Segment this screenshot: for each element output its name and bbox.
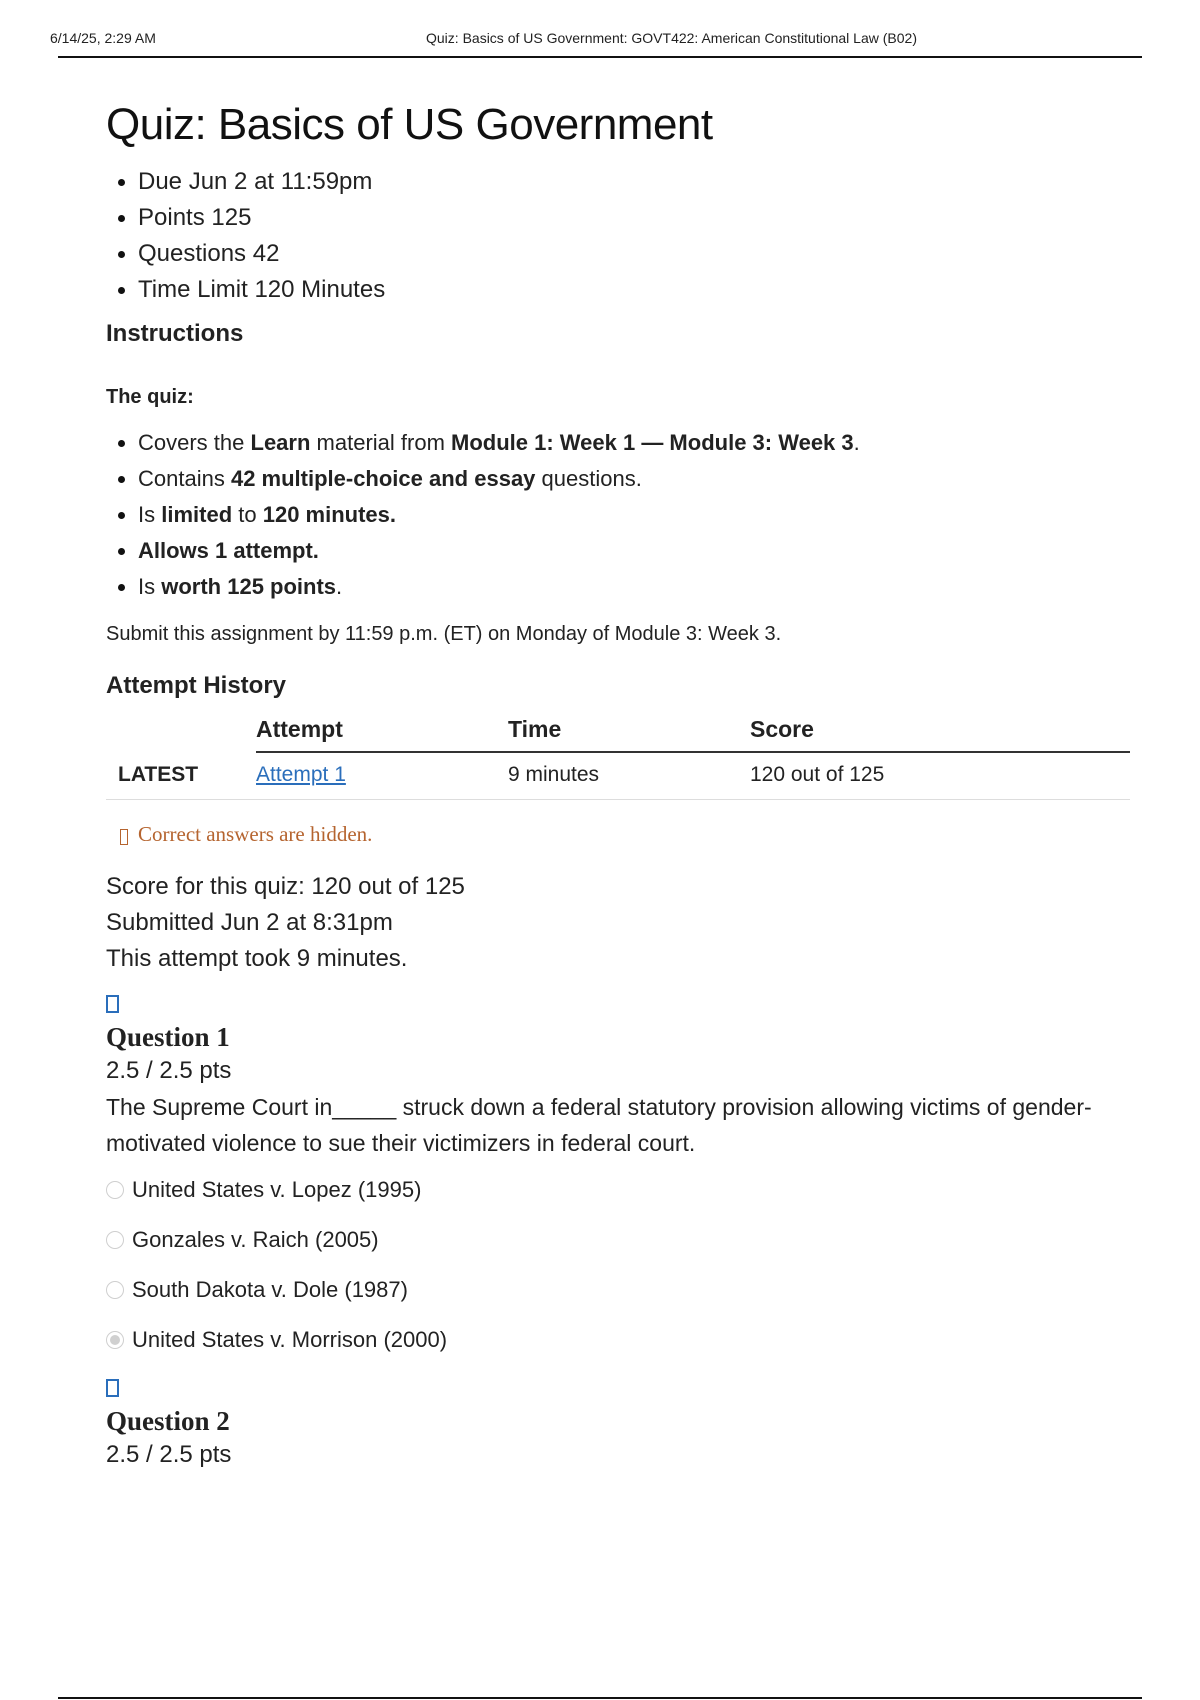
instruction-item: Covers the Learn material from Module 1: Week 1 — Module 3: Week 3.	[116, 425, 1131, 461]
radio-button[interactable]	[106, 1231, 124, 1249]
question-2	[106, 1365, 1131, 1473]
attempt-cell	[256, 752, 508, 800]
time-cell: 9 minutes	[508, 752, 750, 800]
answer-label: United States v. Lopez (1995)	[132, 1177, 422, 1202]
quiz-meta-list	[116, 164, 1131, 308]
instructions-list	[116, 425, 1131, 605]
answer-label: Gonzales v. Raich (2005)	[132, 1227, 379, 1252]
answer-option[interactable]	[106, 1215, 1131, 1265]
score-summary	[106, 869, 1131, 977]
print-title: Quiz: Basics of US Government: GOVT422: American Constitutional Law (B02)	[426, 30, 917, 46]
warning-icon	[120, 829, 128, 845]
question-text: The Supreme Court in_____ struck down a federal statutory provision allowing victims of gender-motivated violence to sue their victimizers in federal court.	[106, 1094, 1092, 1156]
answer-label: United States v. Morrison (2000)	[132, 1327, 448, 1352]
submit-note: Submit this assignment by 11:59 p.m. (ET) on Monday of Module 3: Week 3.	[106, 623, 782, 645]
submitted-time: Submitted Jun 2 at 8:31pm	[106, 909, 393, 936]
question-1	[106, 977, 1131, 1365]
print-date: 6/14/25, 2:29 AM	[50, 30, 156, 46]
table-row	[106, 752, 1130, 800]
instruction-item: Is worth 125 points.	[116, 569, 1131, 605]
answer-option-selected[interactable]	[106, 1315, 1131, 1365]
attempt-history-heading: Attempt History	[106, 672, 287, 699]
meta-questions: Questions 42	[116, 236, 1131, 272]
attempt-history-table	[106, 712, 1130, 800]
instruction-item: Contains 42 multiple-choice and essay questions.	[116, 461, 1131, 497]
answers-hidden-notice	[120, 822, 1131, 847]
score-cell: 120 out of 125	[750, 752, 1130, 800]
attempt-1-link[interactable]: Attempt 1	[256, 763, 346, 786]
latest-label: LATEST	[106, 752, 256, 800]
instructions-heading: Instructions	[106, 320, 244, 347]
answer-label: South Dakota v. Dole (1987)	[132, 1277, 408, 1302]
question-points: 2.5 / 2.5 pts	[106, 1441, 232, 1468]
flag-icon[interactable]	[106, 995, 119, 1013]
attempt-duration: This attempt took 9 minutes.	[106, 945, 408, 972]
answer-option[interactable]	[106, 1165, 1131, 1215]
quiz-score: Score for this quiz: 120 out of 125	[106, 873, 465, 900]
page-title: Quiz: Basics of US Government	[106, 100, 713, 149]
meta-points: Points 125	[116, 200, 1131, 236]
instruction-item: Allows 1 attempt.	[116, 533, 1131, 569]
header-attempt: Attempt	[256, 712, 508, 752]
flag-icon[interactable]	[106, 1379, 119, 1397]
question-points: 2.5 / 2.5 pts	[106, 1057, 232, 1084]
question-title: Question 1	[106, 1022, 230, 1052]
meta-due: Due Jun 2 at 11:59pm	[116, 164, 1131, 200]
question-title: Question 2	[106, 1406, 230, 1436]
quiz-content	[106, 100, 1131, 1473]
radio-button[interactable]	[106, 1181, 124, 1199]
instruction-item: Is limited to 120 minutes.	[116, 497, 1131, 533]
radio-button-selected[interactable]	[106, 1331, 124, 1349]
table-header-row	[106, 712, 1130, 752]
print-footer-rule	[58, 1697, 1142, 1699]
radio-button[interactable]	[106, 1281, 124, 1299]
meta-time-limit: Time Limit 120 Minutes	[116, 272, 1131, 308]
answer-option[interactable]	[106, 1265, 1131, 1315]
notice-text: Correct answers are hidden.	[138, 822, 373, 846]
header-score: Score	[750, 712, 1130, 752]
quiz-label: The quiz:	[106, 386, 194, 408]
header-blank	[106, 712, 256, 752]
header-time: Time	[508, 712, 750, 752]
print-header	[50, 28, 1142, 58]
